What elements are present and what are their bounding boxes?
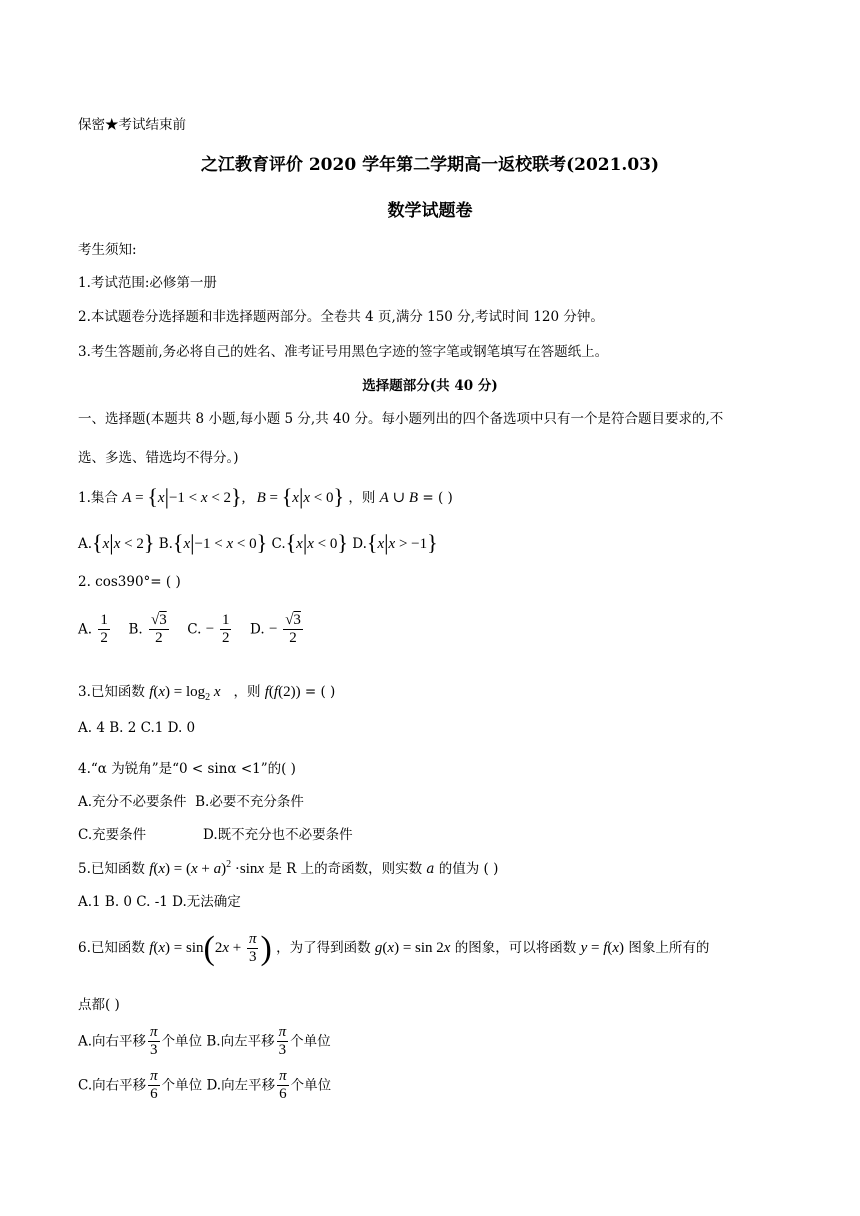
q2-option-d-label: D. (250, 621, 265, 638)
question-5 (78, 857, 498, 878)
q6-option-a-unit: 个单位 (161, 1033, 203, 1050)
q6-options-row1 (78, 1024, 331, 1060)
q2-option-b: $\frac{√3}{2}$ (150, 612, 167, 647)
q6-options-row2 (78, 1068, 331, 1104)
q2-option-b-label: B. (128, 621, 143, 638)
q6-option-c-label: C.向右平移 (78, 1077, 147, 1094)
question-3 (78, 680, 335, 703)
q6-option-b-label: B.向左平移 (206, 1033, 275, 1050)
note-item: 1.考试范围:必修第一册 (78, 275, 217, 291)
q6-line2: 点都( ) (78, 997, 120, 1013)
q4-option-a: A.充分不必要条件 (78, 794, 187, 810)
q3-suffix: ，则 (233, 684, 261, 700)
q3-function: $f(x) = \log_2 x$ (149, 684, 221, 703)
q2-option-d: − $\frac{√3}{2}$ (268, 612, 301, 647)
q6-option-d-label: D.向左平移 (206, 1077, 276, 1094)
q3-blank: = ( ) (304, 684, 336, 700)
q5-suffix: 的值为 ( ) (438, 861, 499, 877)
q1-option-b: {x|−1 < x < 0} (172, 530, 268, 555)
q6-option-a-frac: $\frac{\pi}{3}$ (150, 1024, 158, 1059)
q6-function-g: g(x) = sin 2x (374, 940, 451, 956)
question-2: 2. cos390°= ( ) (78, 574, 181, 590)
q5-function: $f(x) = (x + a)^2 \cdot\sin x$ (149, 859, 265, 877)
q5-options: A.1 B. 0 C. -1 D.无法确定 (78, 894, 241, 910)
q3-prefix: 3.已知函数 (78, 684, 145, 700)
q2-option-a: $\frac{1}{2}$ (100, 612, 108, 647)
note-item: 3.考生答题前,务必将自己的姓名、准考证号用黑色字迹的签字笔或钢笔填写在答题纸上。 (78, 344, 609, 360)
q5-variable: a (426, 861, 435, 877)
q1-prefix: 1.集合 (78, 490, 118, 506)
q6-option-c-unit: 个单位 (161, 1077, 203, 1094)
section-heading: 选择题部分(共 40 分) (362, 378, 498, 394)
q2-option-c: − $\frac{1}{2}$ (205, 612, 230, 647)
q4-options-row1 (78, 790, 304, 810)
q2-option-a-label: A. (78, 621, 93, 638)
exam-title: 之江教育评价 2020 学年第二学期高一返校联考(2021.03) (200, 155, 660, 175)
q2-option-c-label: C. (187, 621, 202, 638)
q6-option-d-unit: 个单位 (290, 1077, 332, 1094)
q6-function-f: f(x) = sin(2x + $\frac{\pi}{3}$ ) (149, 930, 272, 967)
q6-function-y: y = f(x) (580, 940, 625, 956)
question-6 (78, 930, 709, 968)
q4-option-c: C.充要条件 (78, 827, 147, 843)
q4-option-d: D.既不充分也不必要条件 (203, 827, 353, 843)
q6-middle1: ，为了得到函数 (276, 940, 371, 956)
q4-option-b: B.必要不充分条件 (195, 794, 304, 810)
section-intro: 一、选择题(本题共 8 小题,每小题 5 分,共 40 分。每小题列出的四个备选项中只有一个是符合题目要求的,不 (78, 411, 724, 427)
q3-options: A. 4 B. 2 C.1 D. 0 (78, 720, 196, 736)
q1-option-d: {x|x > −1} (366, 530, 438, 555)
q6-option-a-label: A.向右平移 (78, 1033, 147, 1050)
exam-subtitle: 数学试题卷 (387, 201, 473, 221)
q1-option-d-label: D. (352, 536, 367, 552)
q1-set-a: A = {x|−1 < x < 2}, B = {x|x < 0} (122, 484, 345, 509)
notes-heading: 考生须知: (78, 242, 137, 258)
q1-option-b-label: B. (158, 536, 173, 552)
section-intro: 选、多选、错选均不得分。) (78, 450, 239, 466)
q1-option-a: {x|x < 2} (92, 530, 155, 555)
q1-union: A ∪ B (379, 490, 419, 506)
q3-expression: f(f(2)) (264, 684, 301, 700)
q6-option-b-frac: $\frac{\pi}{3}$ (278, 1024, 287, 1059)
q6-option-d-frac: $\frac{\pi}{6}$ (279, 1068, 287, 1103)
q6-middle2: 的图象，可以将函数 (454, 940, 577, 956)
q1-suffix: ，则 (348, 490, 376, 506)
q5-prefix: 5.已知函数 (78, 861, 145, 877)
q5-middle: 是 R 上的奇函数，则实数 (268, 861, 423, 877)
q1-blank: = ( ) (422, 490, 453, 506)
q4-options-row2 (78, 823, 353, 843)
note-item: 2.本试题卷分选择题和非选择题两部分。全卷共 4 页,满分 150 分,考试时间 120 分钟。 (78, 309, 604, 325)
question-1 (78, 484, 453, 510)
q1-option-a-label: A. (78, 536, 93, 552)
q6-option-c-frac: $\frac{\pi}{6}$ (150, 1068, 158, 1103)
confidential-label: 保密★考试结束前 (78, 117, 186, 133)
q6-prefix: 6.已知函数 (78, 940, 145, 956)
q6-suffix: 图象上所有的 (628, 940, 710, 956)
q1-option-c-label: C. (271, 536, 286, 552)
q1-options (78, 530, 438, 556)
q2-options (78, 612, 305, 648)
question-4: 4.“α 为锐角”是“0 < sinα <1”的( ) (78, 761, 296, 777)
q6-option-b-unit: 个单位 (290, 1033, 331, 1050)
q1-option-c: {x|x < 0} (285, 530, 348, 555)
